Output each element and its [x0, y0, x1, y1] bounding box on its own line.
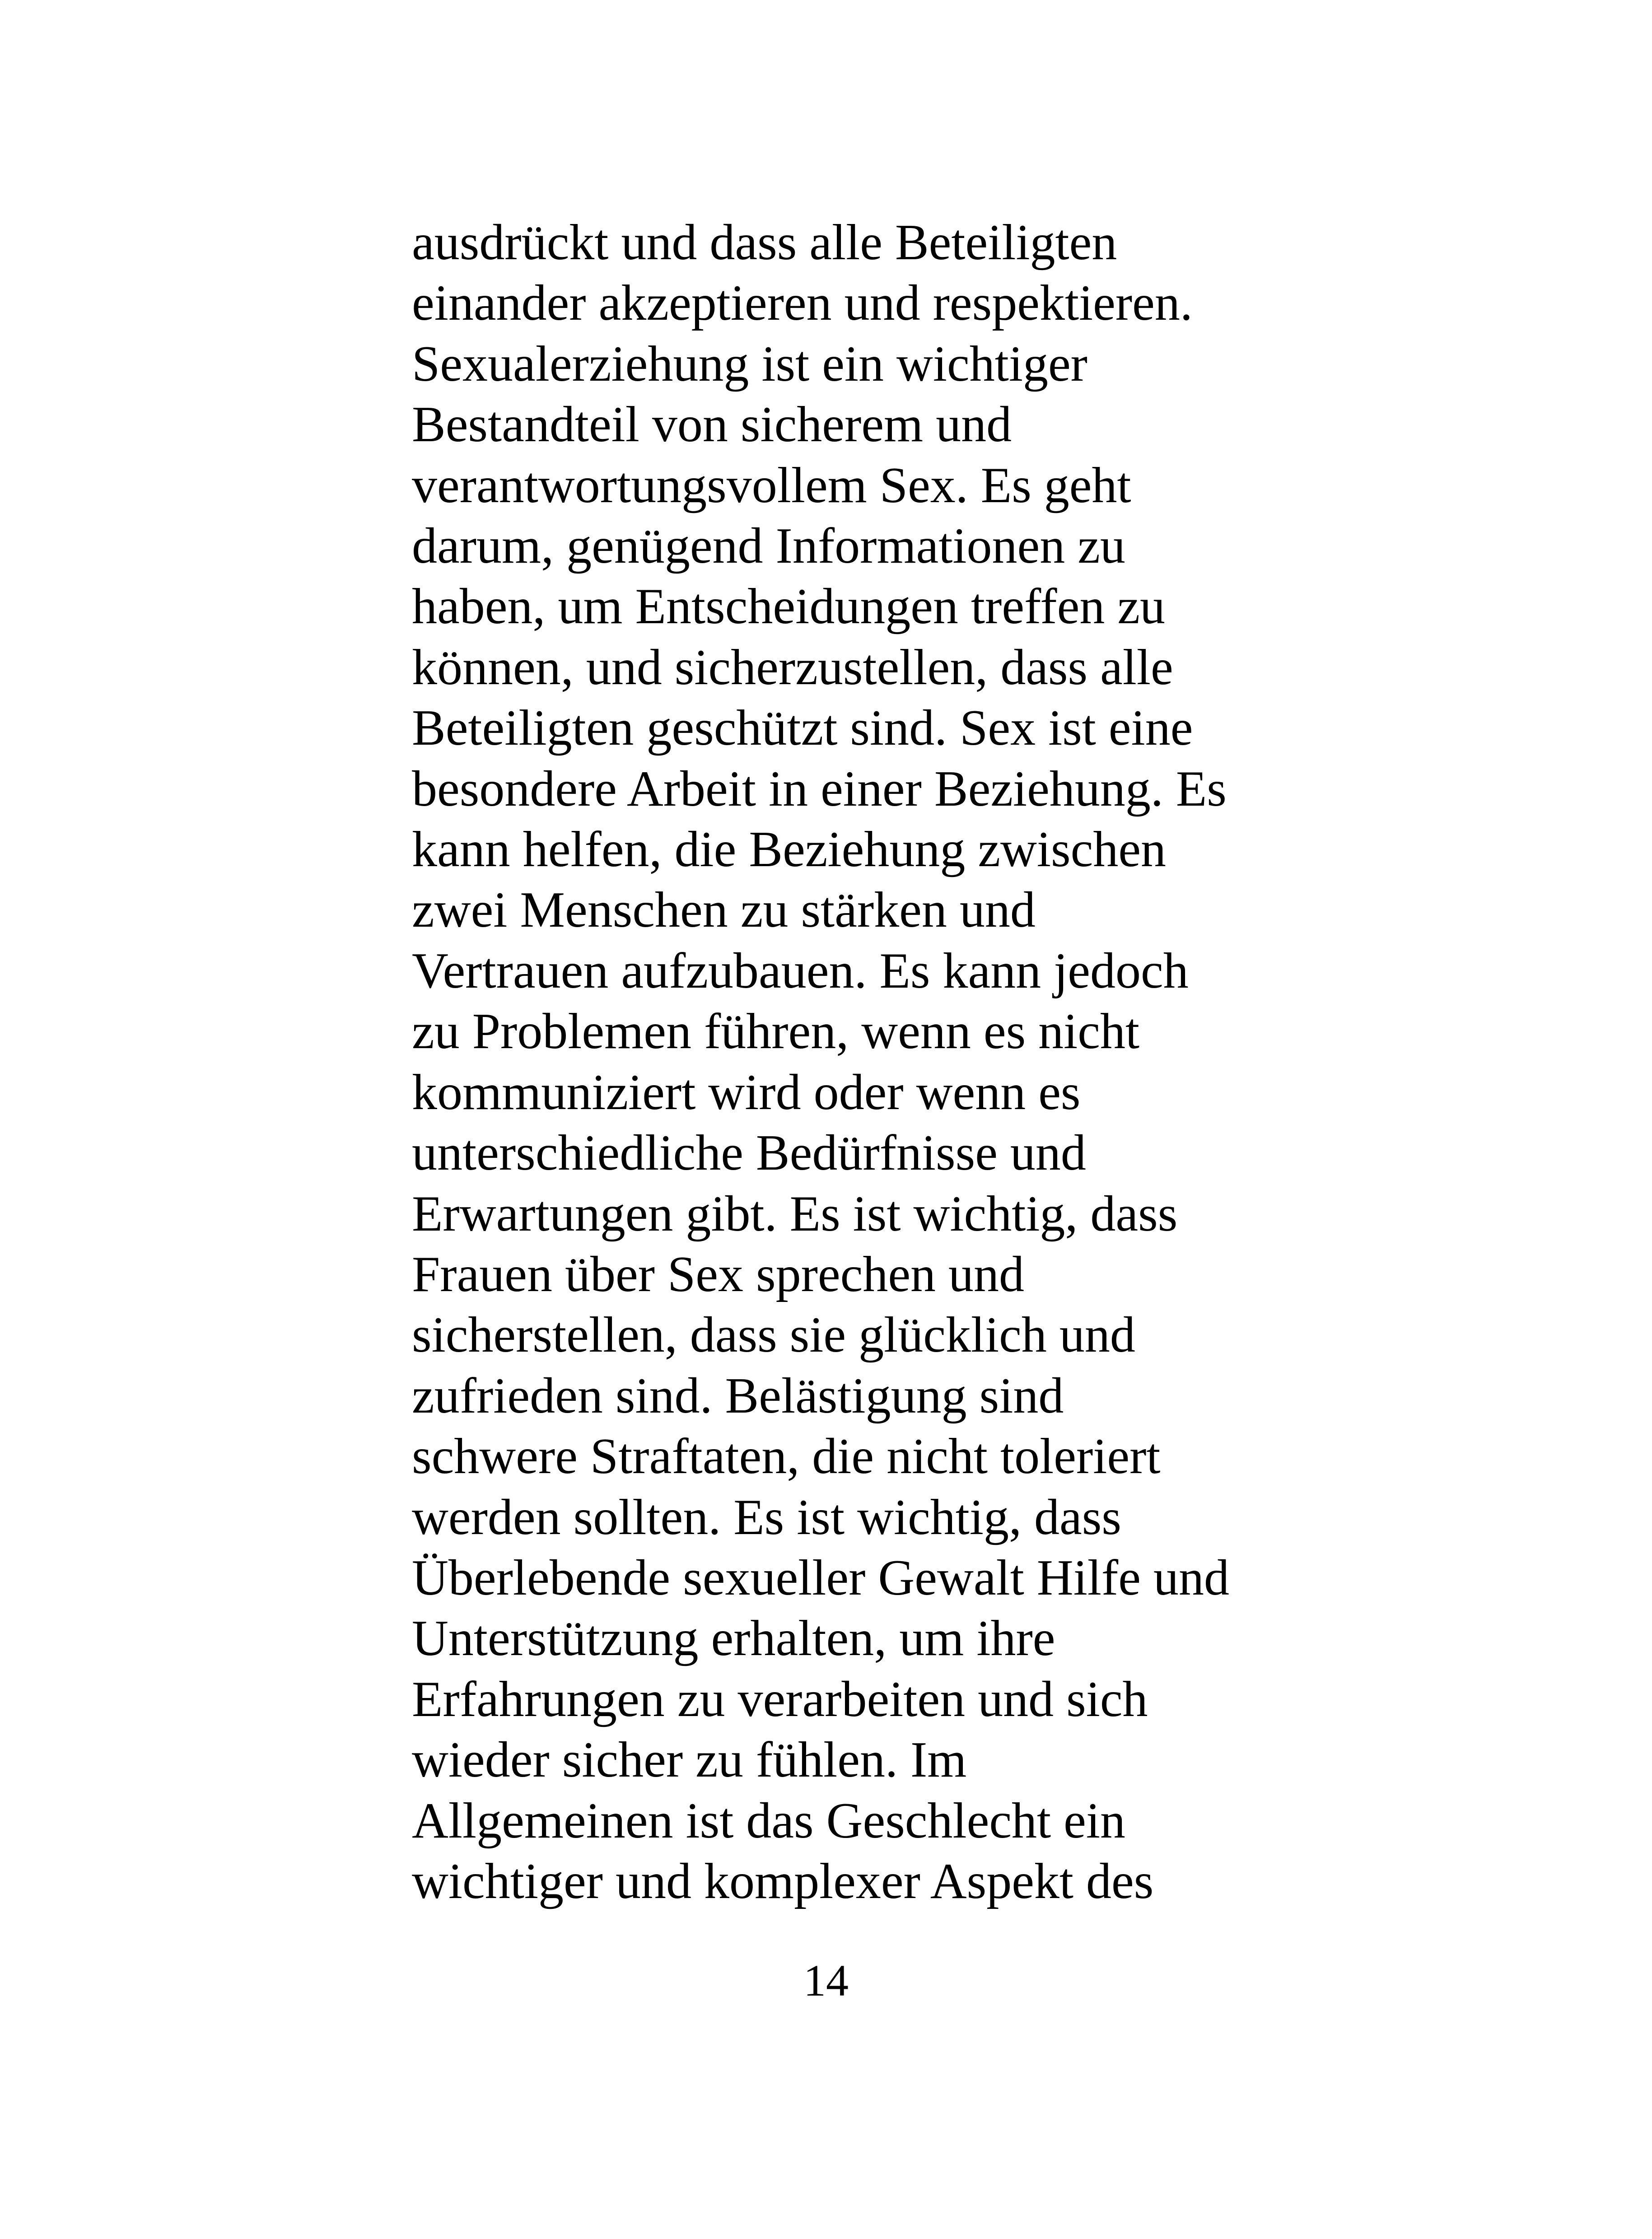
page-number: 14 [803, 1955, 849, 2006]
text-line: Frauen über Sex sprechen und [412, 1246, 1025, 1302]
text-line: Überlebende sexueller Gewalt Hilfe und [412, 1549, 1229, 1606]
text-line: Beteiligten geschützt sind. Sex ist eine [412, 700, 1193, 756]
text-line: Vertrauen aufzubauen. Es kann jedoch [412, 942, 1189, 999]
text-line: verantwortungsvollem Sex. Es geht [412, 457, 1131, 513]
text-line: unterschiedliche Bedürfnisse und [412, 1125, 1086, 1181]
text-line: zwei Menschen zu stärken und [412, 882, 1036, 938]
text-line: darum, genügend Informationen zu [412, 518, 1125, 574]
text-line: besondere Arbeit in einer Beziehung. Es [412, 760, 1227, 817]
text-line: einander akzeptieren und respektieren. [412, 275, 1193, 331]
text-line: Sexualerziehung ist ein wichtiger [412, 336, 1087, 392]
text-line: werden sollten. Es ist wichtig, dass [412, 1489, 1121, 1545]
text-line: wieder sicher zu fühlen. Im [412, 1732, 967, 1788]
text-line: kann helfen, die Beziehung zwischen [412, 821, 1167, 878]
text-line: ausdrückt und dass alle Beteiligten [412, 215, 1117, 271]
body-text [412, 212, 1496, 1912]
text-line: wichtiger und komplexer Aspekt des [412, 1853, 1154, 1909]
text-line: können, und sicherzustellen, dass alle [412, 639, 1173, 695]
text-line: zufrieden sind. Belästigung sind [412, 1367, 1064, 1424]
text-line: Bestandteil von sicherem und [412, 396, 1012, 453]
text-line: schwere Straftaten, die nicht toleriert [412, 1428, 1161, 1485]
text-line: Erfahrungen zu verarbeiten und sich [412, 1671, 1148, 1727]
text-line: zu Problemen führen, wenn es nicht [412, 1003, 1140, 1060]
text-line: haben, um Entscheidungen treffen zu [412, 578, 1166, 635]
text-line: Erwartungen gibt. Es ist wichtig, dass [412, 1185, 1178, 1242]
text-line: Unterstützung erhalten, um ihre [412, 1610, 1055, 1667]
text-line: Allgemeinen ist das Geschlecht ein [412, 1792, 1125, 1849]
text-line: sicherstellen, dass sie glücklich und [412, 1307, 1135, 1363]
text-line: kommuniziert wird oder wenn es [412, 1064, 1081, 1120]
